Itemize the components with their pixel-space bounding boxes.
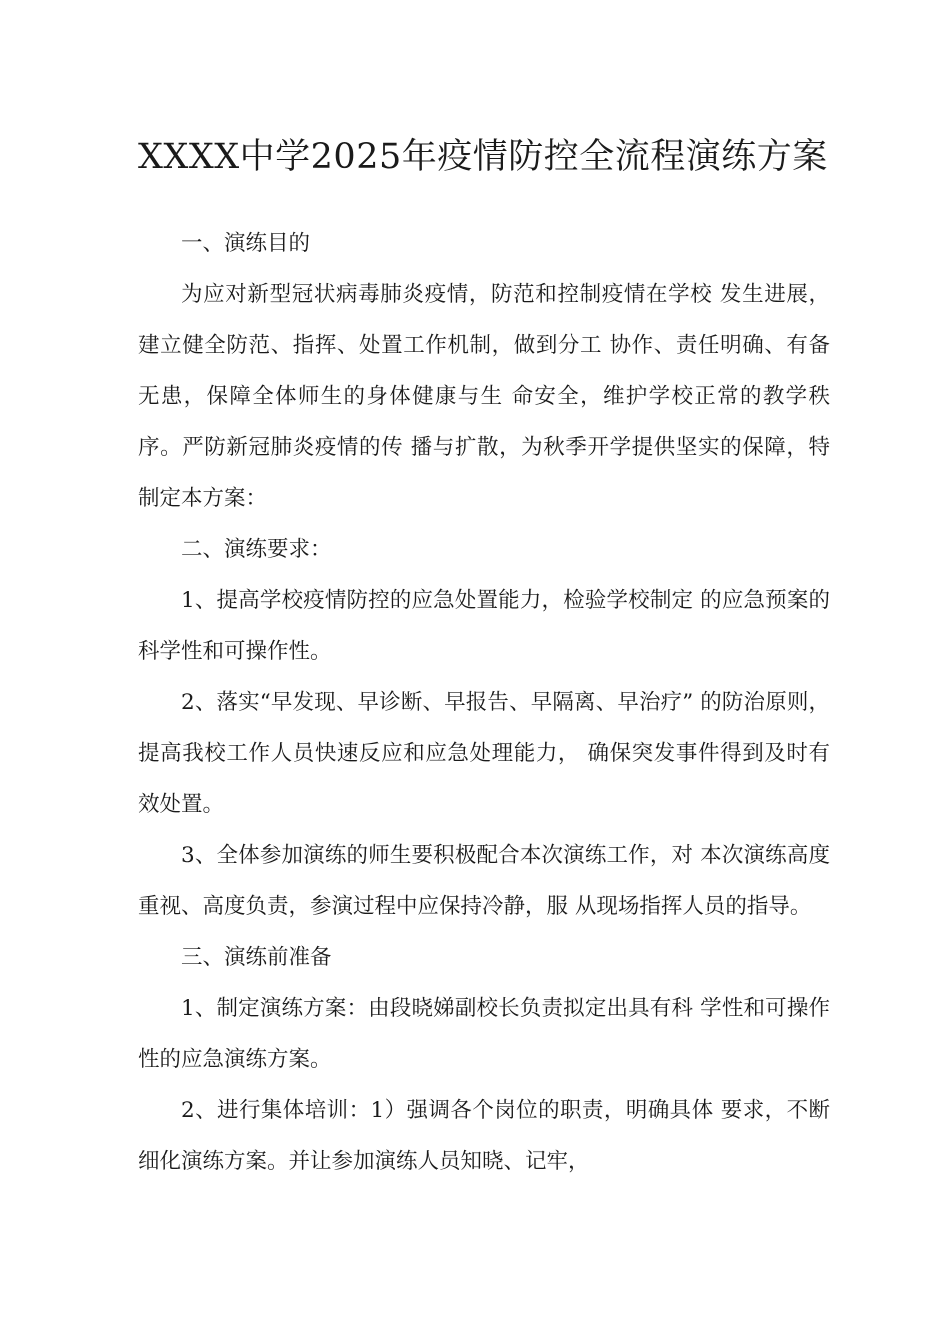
section-heading-preparation: 三、演练前准备 xyxy=(181,945,332,970)
paragraph-preparation-2: 2、进行集体培训：1）强调各个岗位的职责，明确具体 要求，不断细化演练方案。并让参加演练人员知晓、记牢， xyxy=(138,1098,830,1174)
paragraph-preparation-1: 1、制定演练方案：由段晓娣副校长负责拟定出具有科 学性和可操作性的应急演练方案。 xyxy=(138,996,830,1072)
paragraph-purpose: 为应对新型冠状病毒肺炎疫情，防范和控制疫情在学校 发生进展，建立健全防范、指挥、处置工作机制，做到分工 协作、责任明确、有备无患，保障全体师生的身体健康与生 命安全，维护学校正常的教学秩序。严防新冠肺炎疫情的传 播与扩散，为秋季开学提供坚实的保障，特制定本方案： xyxy=(138,282,830,511)
document-body xyxy=(138,218,830,1187)
section-heading-purpose: 一、演练目的 xyxy=(181,231,311,256)
paragraph-requirement-2: 2、落实“早发现、早诊断、早报告、早隔离、早治疗” 的防治原则，提高我校工作人员快速反应和应急处理能力， 确保突发事件得到及时有效处置。 xyxy=(138,690,830,817)
paragraph-requirement-1: 1、提高学校疫情防控的应急处置能力，检验学校制定 的应急预案的科学性和可操作性。 xyxy=(138,588,830,664)
section-heading-requirements: 二、演练要求： xyxy=(181,537,332,562)
paragraph-requirement-3: 3、全体参加演练的师生要积极配合本次演练工作，对 本次演练高度重视、高度负责，参演过程中应保持冷静，服 从现场指挥人员的指导。 xyxy=(138,843,830,919)
document-title: XXXX中学2025年疫情防控全流程演练方案 xyxy=(138,137,828,177)
